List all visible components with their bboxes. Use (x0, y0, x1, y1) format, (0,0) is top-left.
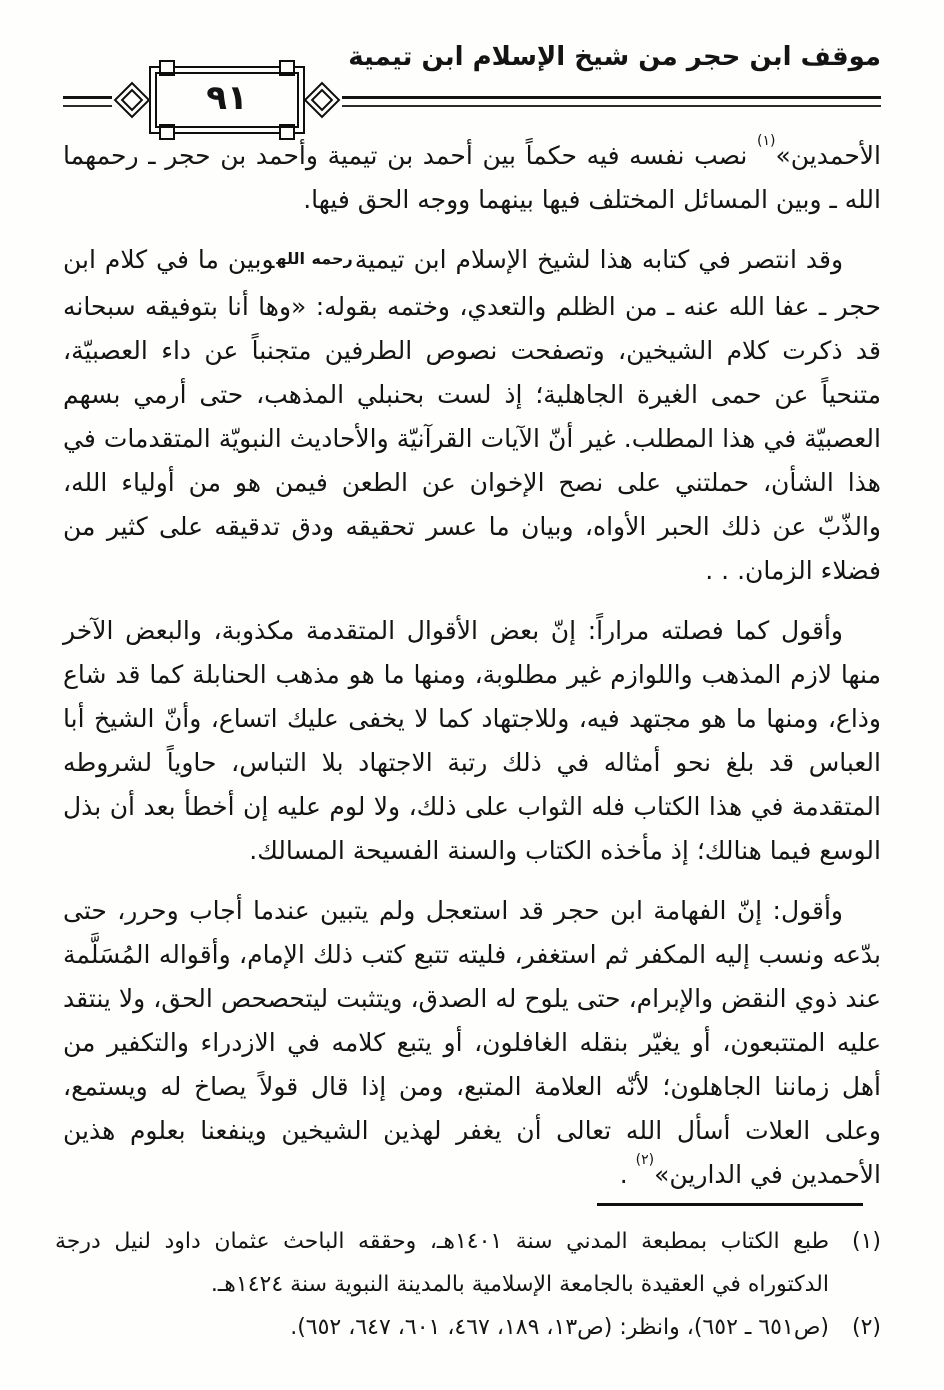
footnote-ref: (١) (757, 132, 776, 149)
cartouche-inner-frame (155, 72, 299, 128)
honorific-rahimahullah: رحمه الله (276, 249, 353, 268)
body-text (63, 134, 881, 1213)
footnote-separator (597, 1203, 863, 1206)
footnote-marker: (٢) (851, 1315, 881, 1340)
diamond-icon (114, 82, 151, 119)
footnote (55, 1220, 881, 1306)
footnote (55, 1306, 881, 1349)
footnote-marker: (١) (851, 1229, 881, 1254)
page-number: ٩١ (206, 78, 248, 118)
footnote-ref: (٢) (635, 1151, 655, 1168)
paragraph: الأحمدين»$^{(١)}$ نصب نفسه فيه حكماً بين أحمد بن تيمية وأحمد بن حجر ـ رحمهما الله ـ وبين المسائل المختلف فيها بينهما ووجه الحق فيها. (63, 132, 881, 214)
page-header-title: موقف ابن حجر من شيخ الإسلام ابن تيمية (348, 42, 881, 72)
paragraph: وقد انتصر في كتابه هذا لشيخ الإسلام ابن تيميةرحمه اللهوبين ما في كلام ابن حجر ـ عفا الله عنه ـ من الظلم والتعدي، وختمه بقوله: «وها أنا بتوفيقه سبحانه قد ذكرت كلام الشيخين، وتصفحت نصوص الطرفين متجنباً عن داء العصبيّة، متنحياً عن حمى الغيرة الجاهلية؛ إذ لست بحنبلي المذهب، حتى أرمي بسهم العصبيّة في هذا المطلب. غير أنّ الآيات القرآنيّة والأحاديث النبويّة المتقدمات في هذا الشأن، حملتني على نصح الإخوان عن الطعن فيمن هو من أولياء الله، والذّبّ عن ذلك الحبر الأواه، وبيان ما عسر تحقيقه ودق تدقيقه على كثير من فضلاء الزمان. . . (63, 245, 881, 585)
footnotes (55, 1220, 881, 1349)
footnote-text: طبع الكتاب بمطبعة المدني سنة ١٤٠١هـ، وحققه الباحث عثمان داود لنيل درجة الدكتوراه في العقيدة بالجامعة الإسلامية بالمدينة النبوية سنة ١٤٢٤هـ. (55, 1229, 829, 1297)
page-number-ornament (112, 66, 342, 134)
footnote-text: (ص٦٥١ ـ ٦٥٢)، وانظر: (ص١٣، ١٨٩، ٤٦٧، ٦٠١، ٦٤٧، ٦٥٢). (290, 1315, 829, 1340)
paragraph: وأقول كما فصلته مراراً: إنّ بعض الأقوال المتقدمة مكذوبة، والبعض الآخر منها لازم المذهب واللوازم غير مطلوبة، ومنها ما هو مذهب الحنابلة كما قد شاع وذاع، ومنها ما هو مجتهد فيه، وللاجتهاد كما لا يخفى عليك اتساع، وأنّ الشيخ أبا العباس قد بلغ نحو أمثاله في ذلك رتبة الاجتهاد بلا التباس، حاوياً لشروطه المتقدمة في هذا الكتاب فله الثواب على ذلك، ولا لوم عليه إن أخطأ بعد أن بذل الوسع فيما هنالك؛ إذ مأخذه الكتاب والسنة الفسيحة المسالك. (63, 616, 881, 865)
diamond-icon (304, 82, 341, 119)
paragraph: وأقول: إنّ الفهامة ابن حجر قد استعجل ولم يتبين عندما أجاب وحرر، حتى بدّعه ونسب إليه المكفر ثم استغفر، فليته تتبع كتب ذلك الإمام، وأقواله المُسَلَّمة عند ذوي النقض والإبرام، حتى يلوح له الصدق، ويتثبت ليتحصحص الحق، ولا ينتقد عليه المتتبعون، أو يغيّر بنقله الغافلون، أو يتبع كلامه في الازدراء والتكفير من أهل زماننا الجاهلون؛ لأنّه العلامة المتبع، ومن إذا قال قولاً يصاخ له ويستمع، وعلى العلات أسأل الله تعالى أن يغفر لهذين الشيخين وينفعنا بعلوم هذين الأحمدين في الدارين»$^{(٢)}$ . (63, 896, 881, 1189)
page-number-cartouche (149, 66, 305, 134)
